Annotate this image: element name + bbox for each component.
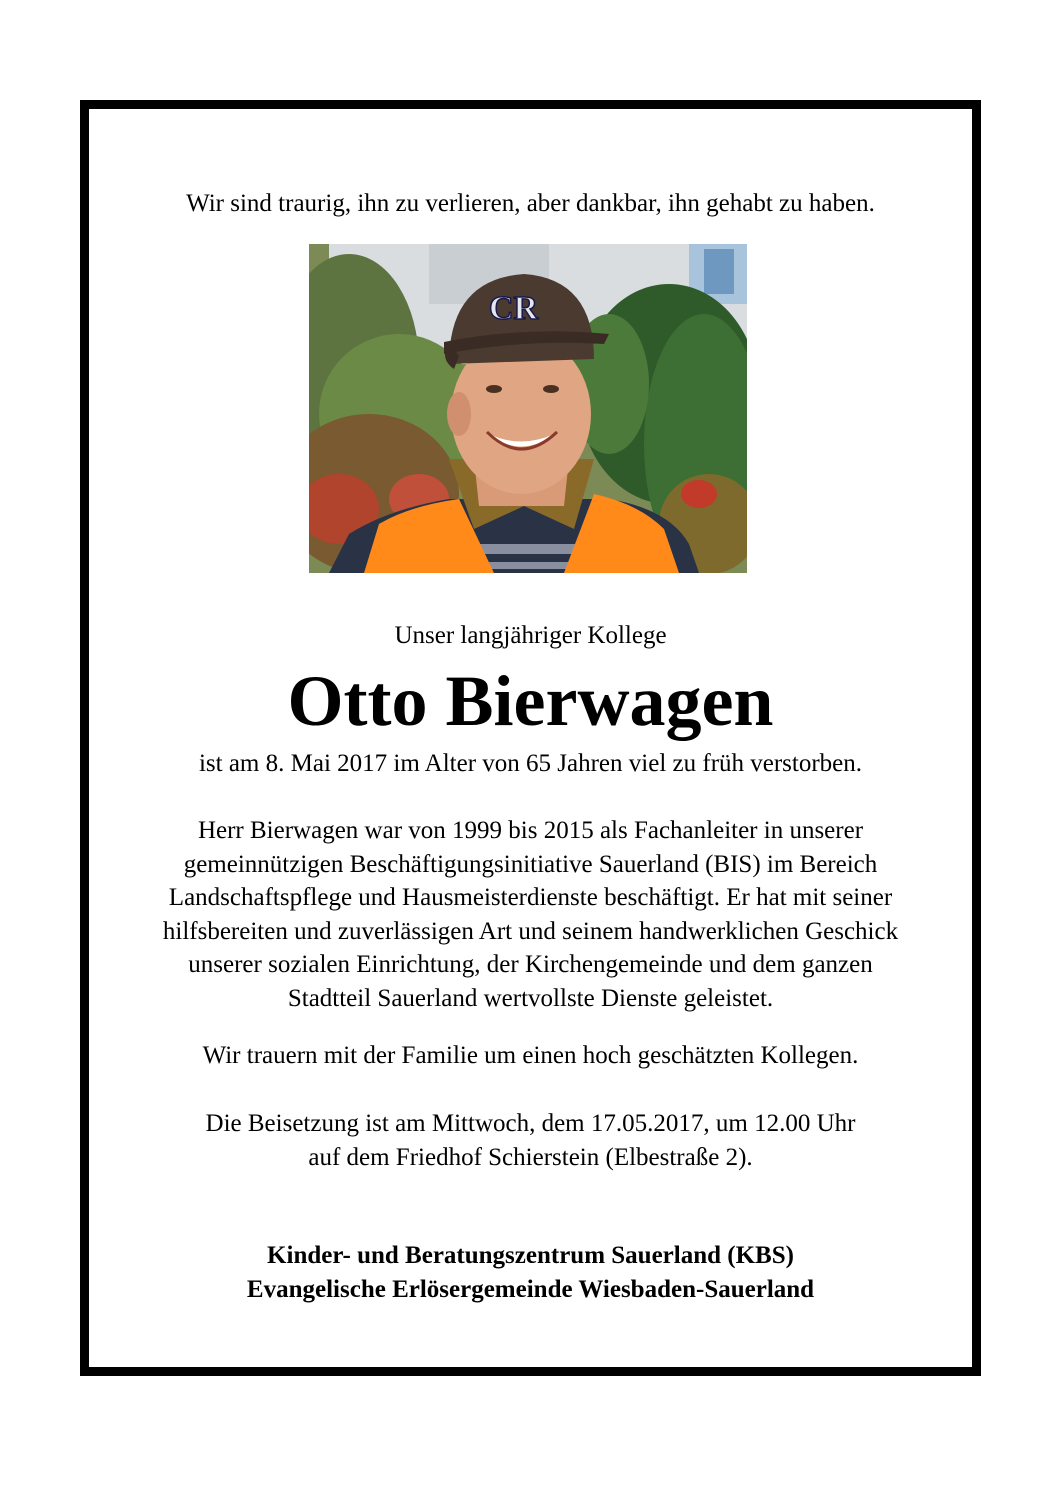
portrait-photo	[309, 244, 747, 573]
bio-line: gemeinnützigen Beschäftigungsinitiative Sauerland (BIS) im Bereich	[183, 850, 878, 878]
organization-name: Evangelische Erlösergemeinde Wiesbaden-Sauerland	[246, 1276, 815, 1303]
bio-line: Herr Bierwagen war von 1999 bis 2015 als Fachanleiter in unserer	[197, 817, 864, 844]
bio-line: hilfsbereiten und zuverlässigen Art und seinem handwerklichen Geschick	[162, 917, 899, 945]
death-notice: ist am 8. Mai 2017 im Alter von 65 Jahren viel zu früh verstorben.	[198, 750, 863, 777]
funeral-info	[89, 1107, 972, 1175]
cap-logo-text: CR	[489, 290, 539, 327]
bio-line: Stadtteil Sauerland wertvollste Dienste geleistet.	[287, 984, 774, 1012]
intro-line: Unser langjähriger Kollege	[394, 622, 667, 649]
organization-name: Kinder- und Beratungszentrum Sauerland (KBS)	[267, 1242, 794, 1269]
deceased-name: Otto Bierwagen	[287, 661, 774, 741]
biography	[109, 814, 952, 1015]
organizations	[89, 1239, 972, 1307]
motto-quote: Wir sind traurig, ihn zu verlieren, aber dankbar, ihn gehabt zu haben.	[186, 190, 875, 217]
bio-line: unserer sozialen Einrichtung, der Kirchengemeinde und dem ganzen	[188, 951, 873, 978]
mourning-statement: Wir trauern mit der Familie um einen hoch geschätzten Kollegen.	[202, 1042, 859, 1069]
obituary-frame	[80, 100, 981, 1376]
funeral-line: Die Beisetzung ist am Mittwoch, dem 17.05.2017, um 12.00 Uhr	[205, 1110, 856, 1137]
funeral-line: auf dem Friedhof Schierstein (Elbestraße 2).	[308, 1144, 753, 1171]
bio-line: Landschaftspflege und Hausmeisterdienste beschäftigt. Er hat mit seiner	[168, 884, 893, 911]
